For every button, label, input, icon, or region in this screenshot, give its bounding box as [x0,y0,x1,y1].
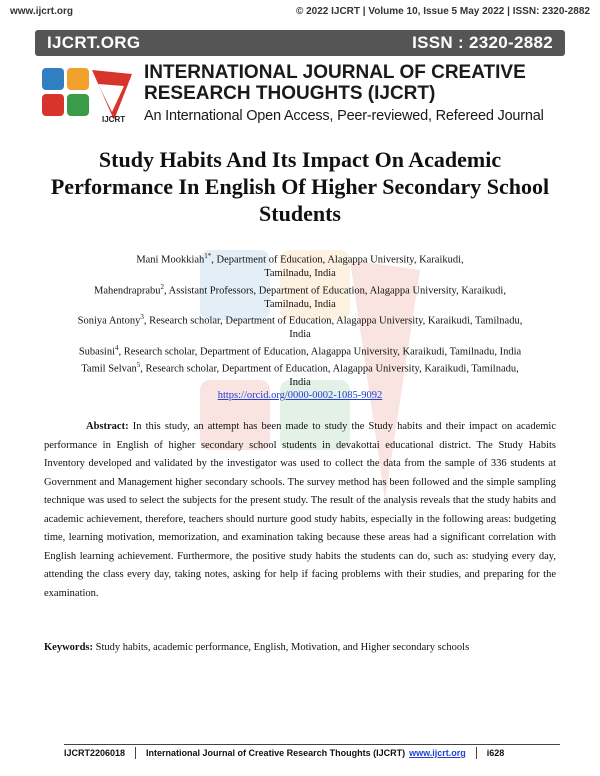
site-url[interactable]: www.ijcrt.org [10,6,73,17]
author-entry: Subasini$^4$, Research scholar, Department of Education, Alagappa University, Karaikudi, Tamilnadu, India [78,343,522,357]
author-entry: Tamil Selvan$^5$, Research scholar, Department of Education, Alagappa University, Karaikudi, Tamilnadu, India [81,360,519,388]
paper-title: Study Habits And Its Impact On Academic Performance In English Of Higher Secondary School Students [50,147,550,226]
author-list [55,250,545,403]
page-header [10,6,590,17]
journal-title: INTERNATIONAL JOURNAL OF CREATIVE RESEARCH THOUGHTS (IJCRT) [144,62,526,104]
footer-site-link[interactable]: www.ijcrt.org [409,748,466,758]
banner-issn: ISSN : 2320-2882 [412,33,553,52]
svg-text:IJCRT: IJCRT [102,115,126,124]
keywords-text: Study habits, academic performance, English, Motivation, and Higher secondary schools [95,642,470,653]
journal-logo-icon [40,64,136,126]
paper-id: IJCRT2206018 [64,748,126,758]
footer-journal: International Journal of Creative Research Thoughts (IJCRT) [146,748,406,758]
author-entry: Soniya Antony$^3$, Research scholar, Department of Education, Alagappa University, Karaikudi, Tamilnadu, India [77,313,523,340]
orcid-link[interactable]: https://orcid.org/0000-0002-1085-9092 [217,390,383,401]
journal-subtitle: An International Open Access, Peer-reviewed, Refereed Journal [144,108,544,124]
page-footer [64,744,560,759]
keywords [44,642,556,653]
banner-site: IJCRT.ORG [47,33,141,52]
keywords-label: Keywords: [44,642,93,653]
abstract [44,418,556,603]
journal-banner [35,30,565,56]
abstract-text: In this study, an attempt has been made to study the Study habits and their impact on academic performance in English of higher secondary school students in devakottai educational district. The Study Habits Inventory developed and validated by the investigator was used to collect the data from the sample of 336 students at Government and Management higher secondary schools. The survey method has been followed and the simple sampling technique was used to select the subjects for the present study. The result of the analysis reveals that the study habits and academic achievement, therefore, teachers should nurture good study habits, especially in the following areas: budgeting time, learning motivation, memorization, and examination taking because these areas had a significant correlation with English learning achievement. Furthermore, the positive study habits the students can do, such as: studying every day, attending the class every day, taking notes, asking for help if facing problems with their studies, and preparing for the examination. [44,421,556,599]
author-entry: Mani Mookkiah$^{1*}$, Department of Education, Alagappa University, Karaikudi, Tamilnadu, India [136,252,464,279]
issue-info: © 2022 IJCRT | Volume 10, Issue 5 May 2022 | ISSN: 2320-2882 [295,6,590,17]
abstract-label: Abstract: [86,421,129,432]
page-number: i628 [486,748,505,758]
author-entry: Mahendraprabu$^2$, Assistant Professors, Department of Education, Alagappa University, Karaikudi, Tamilnadu, India [94,282,506,310]
